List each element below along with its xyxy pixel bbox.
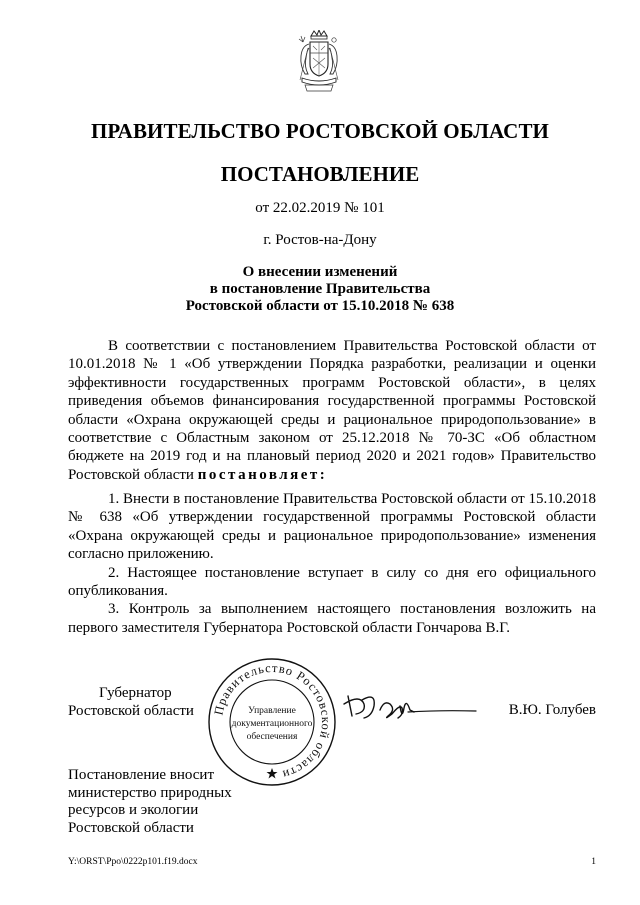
- subject-line: О внесении изменений: [242, 264, 398, 280]
- rostov-oblast-coat-of-arms-icon: [297, 30, 341, 92]
- decree-word: постановляет:: [197, 466, 328, 483]
- submitter-line: министерство природных: [68, 784, 232, 801]
- submitter-line: Постановление вносит: [68, 767, 215, 783]
- signatory-name: В.Ю. Голубев: [508, 702, 596, 718]
- handwritten-signature: [340, 690, 478, 724]
- signatory-title: [68, 684, 194, 720]
- document-type-title: ПОСТАНОВЛЕНИЕ: [220, 162, 420, 186]
- resolution-items: [68, 490, 596, 637]
- stamp-center-line: обеспечения: [246, 732, 298, 742]
- footer-page-number: 1: [591, 857, 596, 867]
- footer-file-path: Y:\ORST\Ppo\0222p101.f19.docx: [68, 857, 198, 867]
- stamp-star-icon: [267, 768, 278, 779]
- submitter-line: Ростовской области: [68, 819, 194, 836]
- resolution-item: 2. Настоящее постановление вступает в силу со дня его официального опубликования.: [68, 564, 596, 600]
- preamble-paragraph: [68, 337, 596, 484]
- submitter-line: ресурсов и экологии: [68, 802, 199, 818]
- resolution-item: 3. Контроль за выполнением настоящего постановления возложить на первого заместителя Губернатора Ростовской области Гончарова В.Г.: [68, 601, 596, 636]
- document-date-number: от 22.02.2019 № 101: [255, 200, 385, 216]
- stamp-ring-text: Правительство Ростовской области: [211, 660, 334, 782]
- signatory-region: Ростовской области: [68, 703, 194, 719]
- preamble-text: В соответствии с постановлением Правительства Ростовской области от 10.01.2018 № 1 «Об утверждении Порядка разработки, реализации и оценки эффективности государственных программ Ростовской области», в целях приведения объемов финансирования государственной программы Ростовской области «Охрана окружающей среды и рациональное природопользование» в соответствие с Областным законом от 25.12.2018 № 70-ЗС «Об областном бюджете на 2019 год и на плановый период 2020 и 2021 годов» Правительство Ростовской области: [68, 338, 596, 483]
- stamp-center-line: документационного: [231, 719, 313, 729]
- resolution-item: 1. Внести в постановление Правительства Ростовской области от 15.10.2018 № 638 «Об утверждении государственной программы Ростовской области «Охрана окружающей среды и рациональное природопользование» изменения согласно приложению.: [68, 491, 596, 563]
- subject-line: Ростовской области от 15.10.2018 № 638: [185, 298, 455, 314]
- document-subject: [0, 264, 640, 315]
- document-city: г. Ростов-на-Дону: [263, 232, 377, 248]
- stamp-center-line: Управление: [248, 706, 296, 716]
- submitter-block: [68, 767, 232, 837]
- government-title: ПРАВИТЕЛЬСТВО РОСТОВСКОЙ ОБЛАСТИ: [91, 119, 549, 143]
- signatory-position: Губернатор: [99, 685, 172, 701]
- subject-line: в постановление Правительства: [209, 281, 431, 297]
